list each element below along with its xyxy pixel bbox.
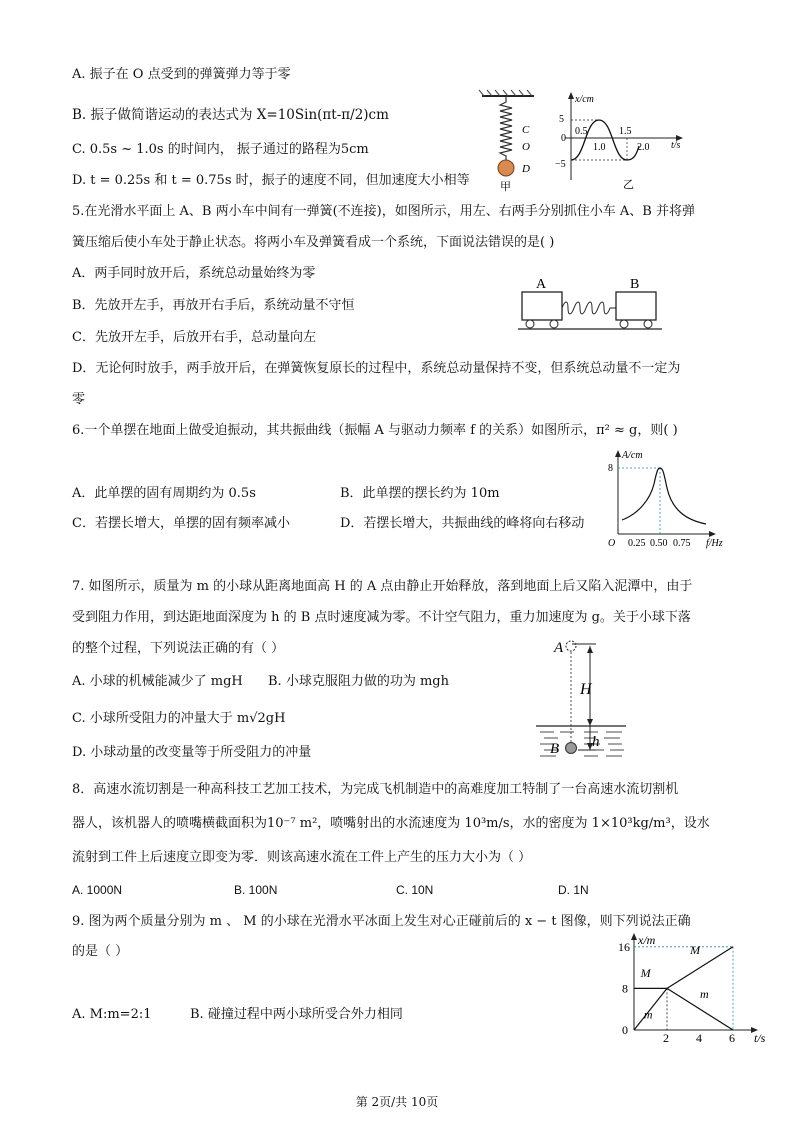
xt-series-label-3: m	[700, 986, 709, 1001]
q9-option-a: A. M:m=2:1	[72, 1007, 152, 1022]
q8-option-b: B. 100N	[234, 883, 278, 897]
q9-stem-2: 的是（ ）	[72, 944, 129, 959]
res-origin: O	[608, 538, 616, 549]
res-xtick-075: 0.75	[673, 538, 691, 549]
q5-option-c: C．先放开左手，后放开右手，总动量向左	[72, 330, 316, 345]
xt-series-label-0: m	[643, 1007, 653, 1022]
q7-label-h-small: h	[592, 734, 600, 750]
caption-yi: 乙	[623, 179, 634, 191]
q7-option-a: A. 小球的机械能减少了 mgH	[72, 674, 243, 689]
q7-option-d: D. 小球动量的改变量等于所受阻力的冲量	[72, 745, 312, 760]
q7-label-b: B	[550, 741, 560, 757]
res-ylabel: A/cm	[622, 450, 643, 461]
yi-xtick-10: 1.0	[593, 142, 606, 153]
yi-ytick-0: 0	[561, 133, 566, 144]
page-footer: 第 2页/共 10页	[355, 1095, 439, 1109]
q7-stem-1: 7. 如图所示，质量为 m 的小球从距离地面高 H 的 A 点由静止开始释放，落到地面上后又陷入泥潭中，由于	[72, 579, 693, 594]
q4-option-b: B. 振子做简谐运动的表达式为 X=10Sin(πt-π/2)cm	[72, 107, 389, 123]
q5-stem-1: 5.在光滑水平面上 A、B 两小车中间有一弹簧(不连接)，如图所示，用左、右两手分别抓住小车 A、B 并将弹	[72, 204, 695, 219]
label-d: D	[522, 163, 530, 175]
yi-ytick-5: 5	[559, 114, 564, 125]
res-curve	[622, 468, 706, 524]
cart-b-label: B	[630, 277, 640, 292]
two-carts-figure	[516, 272, 666, 336]
q5-stem-2: 簧压缩后使小车处于静止状态。将两小车及弹簧看成一个系统，下面说法错误的是( )	[72, 235, 555, 250]
spring-oscillator-figure	[476, 88, 546, 194]
label-o: O	[522, 141, 530, 153]
q5-option-d-line1: D．无论何时放手，两手放开后，在弹簧恢复原长的过程中，系统总动量保持不变，但系统总动量不一定为	[72, 361, 681, 376]
xt-ytick-0: 0	[622, 1023, 628, 1037]
res-xlabel: f/Hz	[706, 538, 723, 549]
q8-stem-1: 8．高速水流切割是一种高科技工艺加工技术，为完成飞机制造中的高难度加工特制了一台高速水流切割机	[72, 782, 679, 797]
q5-option-b: B．先放开左手，再放开右手后，系统动量不守恒	[72, 298, 355, 313]
ball-mud-figure	[534, 634, 630, 762]
q8-stem-3: 流射到工件上后速度立即变为零．则该高速水流在工件上产生的压力大小为（ ）	[72, 850, 532, 865]
xt-sine-figure	[555, 88, 695, 194]
xt-series-label-1: M	[640, 965, 651, 980]
q6-stem: 6.一个单摆在地面上做受迫振动，其共振曲线（振幅 A 与驱动力频率 f 的关系）如图所示，π² ≈ g，则( )	[72, 423, 678, 438]
yi-ylabel: x/cm	[575, 94, 594, 105]
yi-xtick-20: 2.0	[637, 142, 650, 153]
q7-label-h-big: H	[580, 681, 592, 698]
q7-option-b: B. 小球克服阻力做的功为 mgh	[268, 674, 449, 689]
xt-ytick-8: 8	[622, 981, 628, 996]
xt-xlabel: t/s	[754, 1031, 766, 1044]
xt-xtick-4: 4	[696, 1031, 702, 1044]
label-c: C	[522, 124, 530, 136]
q7-option-c: C. 小球所受阻力的冲量大于 m√2gH	[72, 711, 286, 726]
xt-xtick-2: 2	[663, 1031, 669, 1044]
resonance-curve-chart	[600, 448, 736, 550]
q8-stem-2: 器人，该机器人的喷嘴横截面积为10⁻⁷ m²，喷嘴射出的水流速度为 10³m/s，水的密度为 1×10³kg/m³，设水	[72, 816, 710, 831]
q5-option-a: A．两手同时放开后，系统总动量始终为零	[72, 266, 316, 281]
q4-option-a: A. 振子在 O 点受到的弹簧弹力等于零	[72, 67, 291, 82]
q9-option-b: B. 碰撞过程中两小球所受合外力相同	[190, 1007, 403, 1022]
xt-ylabel: x/m	[638, 933, 656, 947]
yi-xlabel: t/s	[671, 140, 681, 151]
yi-xtick-15: 1.5	[619, 126, 632, 137]
res-xtick-025: 0.25	[628, 538, 646, 549]
q7-stem-3: 的整个过程，下列说法正确的有（ ）	[72, 641, 285, 656]
xt-series-label-2: M	[690, 943, 701, 958]
res-xtick-050: 0.50	[650, 538, 668, 549]
q4-option-c: C. 0.5s ~ 1.0s 的时间内， 振子通过的路程为5cm	[72, 142, 369, 157]
q5-option-d-line2: 零	[72, 392, 86, 407]
xt-xtick-6: 6	[729, 1031, 735, 1044]
q6-option-a: A．此单摆的固有周期约为 0.5s	[72, 486, 256, 501]
yi-ytick-neg5: −5	[555, 159, 566, 170]
q4-option-d: D. t = 0.25s 和 t = 0.75s 时，振子的速度不同，但加速度大小相等	[72, 173, 470, 188]
xt-ytick-16: 16	[618, 939, 630, 954]
q6-option-c: C．若摆长增大，单摆的固有频率减小	[72, 516, 290, 531]
q8-option-a: A. 1000N	[72, 883, 123, 897]
q9-stem-1: 9. 图为两个质量分别为 m 、 M 的小球在光滑水平冰面上发生对心正碰前后的 x − t 图像，则下列说法正确	[72, 914, 691, 929]
q6-option-d: D．若摆长增大，共振曲线的峰将向右移动	[340, 516, 585, 531]
caption-jia: 甲	[500, 181, 511, 193]
q8-option-c: C. 10N	[396, 883, 434, 897]
collision-xt-chart	[608, 930, 768, 1044]
q8-option-d: D. 1N	[558, 883, 589, 897]
yi-xtick-05: 0.5	[575, 126, 588, 137]
q6-option-b: B．此单摆的摆长约为 10m	[340, 486, 500, 501]
cart-a-label: A	[536, 277, 547, 292]
res-ytick-8: 8	[608, 463, 613, 474]
q7-stem-2: 受到阻力作用，到达距地面深度为 h 的 B 点时速度减为零。不计空气阻力，重力加速度为 g。关于小球下落	[72, 610, 691, 625]
q7-label-a: A	[554, 640, 564, 656]
